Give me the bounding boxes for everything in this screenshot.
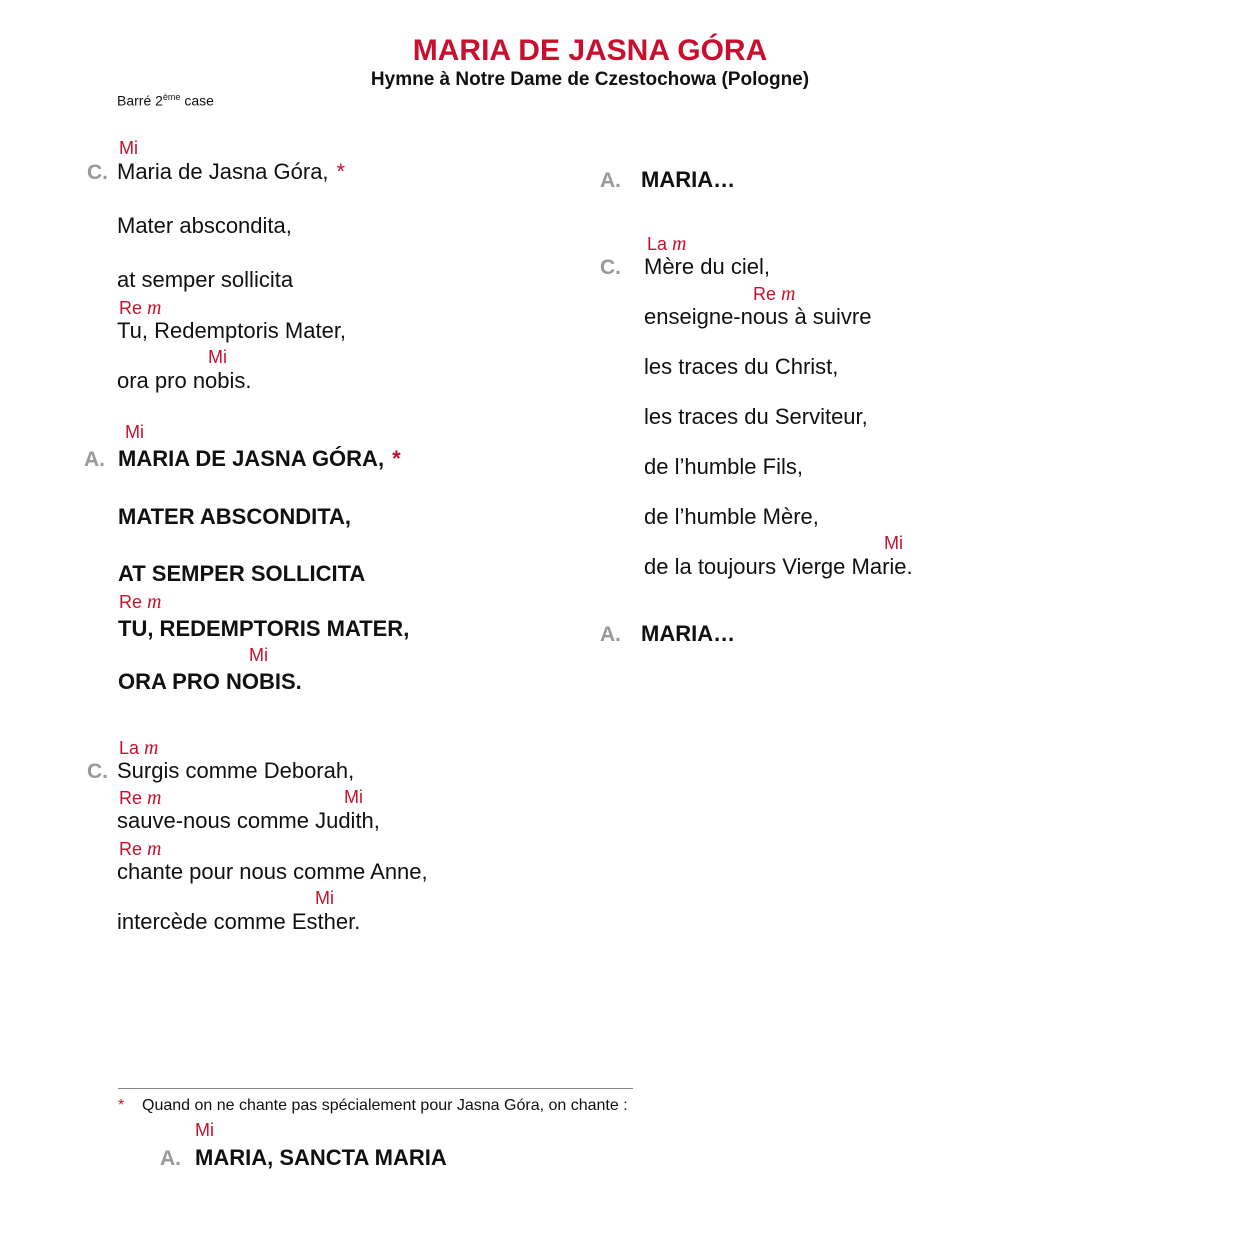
chord-mi: Mi: [315, 888, 334, 908]
assembly-mark: A.: [160, 1147, 181, 1170]
verse2-line: Surgis comme Deborah,: [117, 758, 355, 783]
refrain-line: ORA PRO NOBIS.: [118, 669, 302, 694]
verse1-line: Mater abscondita,: [117, 213, 292, 238]
verse2-line: chante pour nous comme Anne,: [117, 859, 428, 884]
chord-mi: Mi: [119, 138, 138, 158]
cantor-mark: C.: [600, 256, 621, 279]
verse3-line: de l’humble Mère,: [644, 504, 819, 529]
footnote-asterisk: *: [118, 1097, 125, 1114]
refrain-short: MARIA…: [641, 621, 736, 646]
verse2-line: intercède comme Esther.: [117, 909, 361, 934]
chord-mi: Mi: [249, 645, 268, 665]
refrain-line: MARIA DE JASNA GÓRA, *: [118, 446, 401, 471]
footnote-text: Quand on ne chante pas spécialement pour Jasna Góra, on chante :: [142, 1097, 628, 1114]
refrain-line: MATER ABSCONDITA,: [118, 504, 352, 529]
verse1-line: ora pro nobis.: [117, 368, 252, 393]
chord-mi: Mi: [195, 1120, 214, 1140]
refrain-short: MARIA…: [641, 167, 736, 192]
verse3-line: enseigne-nous à suivre: [644, 304, 872, 329]
verse2-line: sauve-nous comme Judith,: [117, 808, 380, 833]
chord-re-minor: Re m: [119, 787, 162, 809]
chord-re-minor: Re m: [119, 591, 162, 613]
chord-la-minor: La m: [647, 233, 687, 255]
verse3-line: de l’humble Fils,: [644, 454, 803, 479]
verse3-line: de la toujours Vierge Marie.: [644, 554, 913, 579]
refrain-line: AT SEMPER SOLLICITA: [118, 561, 366, 586]
page-subtitle: Hymne à Notre Dame de Czestochowa (Pologne): [370, 69, 810, 90]
assembly-mark: A.: [600, 623, 621, 646]
chord-mi: Mi: [344, 787, 363, 807]
assembly-mark: A.: [600, 169, 621, 192]
chord-re-minor: Re m: [119, 838, 162, 860]
footnote-divider: [118, 1088, 633, 1089]
verse3-line: les traces du Christ,: [644, 354, 839, 379]
page-title: MARIA DE JASNA GÓRA: [412, 34, 768, 67]
chord-re-minor: Re m: [753, 283, 796, 305]
refrain-line: TU, REDEMPTORIS MATER,: [118, 616, 410, 641]
footnote-refrain: MARIA, SANCTA MARIA: [195, 1145, 447, 1170]
verse1-line: at semper sollicita: [117, 267, 294, 292]
verse3-line: les traces du Serviteur,: [644, 404, 868, 429]
chord-mi: Mi: [125, 422, 144, 442]
chord-la-minor: La m: [119, 737, 159, 759]
verse1-line: Maria de Jasna Góra, *: [117, 159, 346, 184]
cantor-mark: C.: [87, 760, 108, 783]
capo-note: Barré 2ème case: [117, 92, 214, 109]
verse3-line: Mère du ciel,: [644, 254, 770, 279]
chord-mi: Mi: [884, 533, 903, 553]
verse1-line: Tu, Redemptoris Mater,: [117, 318, 347, 343]
cantor-mark: C.: [87, 161, 108, 184]
assembly-mark: A.: [84, 448, 105, 471]
chord-mi: Mi: [208, 347, 227, 367]
chord-re-minor: Re m: [119, 297, 162, 319]
